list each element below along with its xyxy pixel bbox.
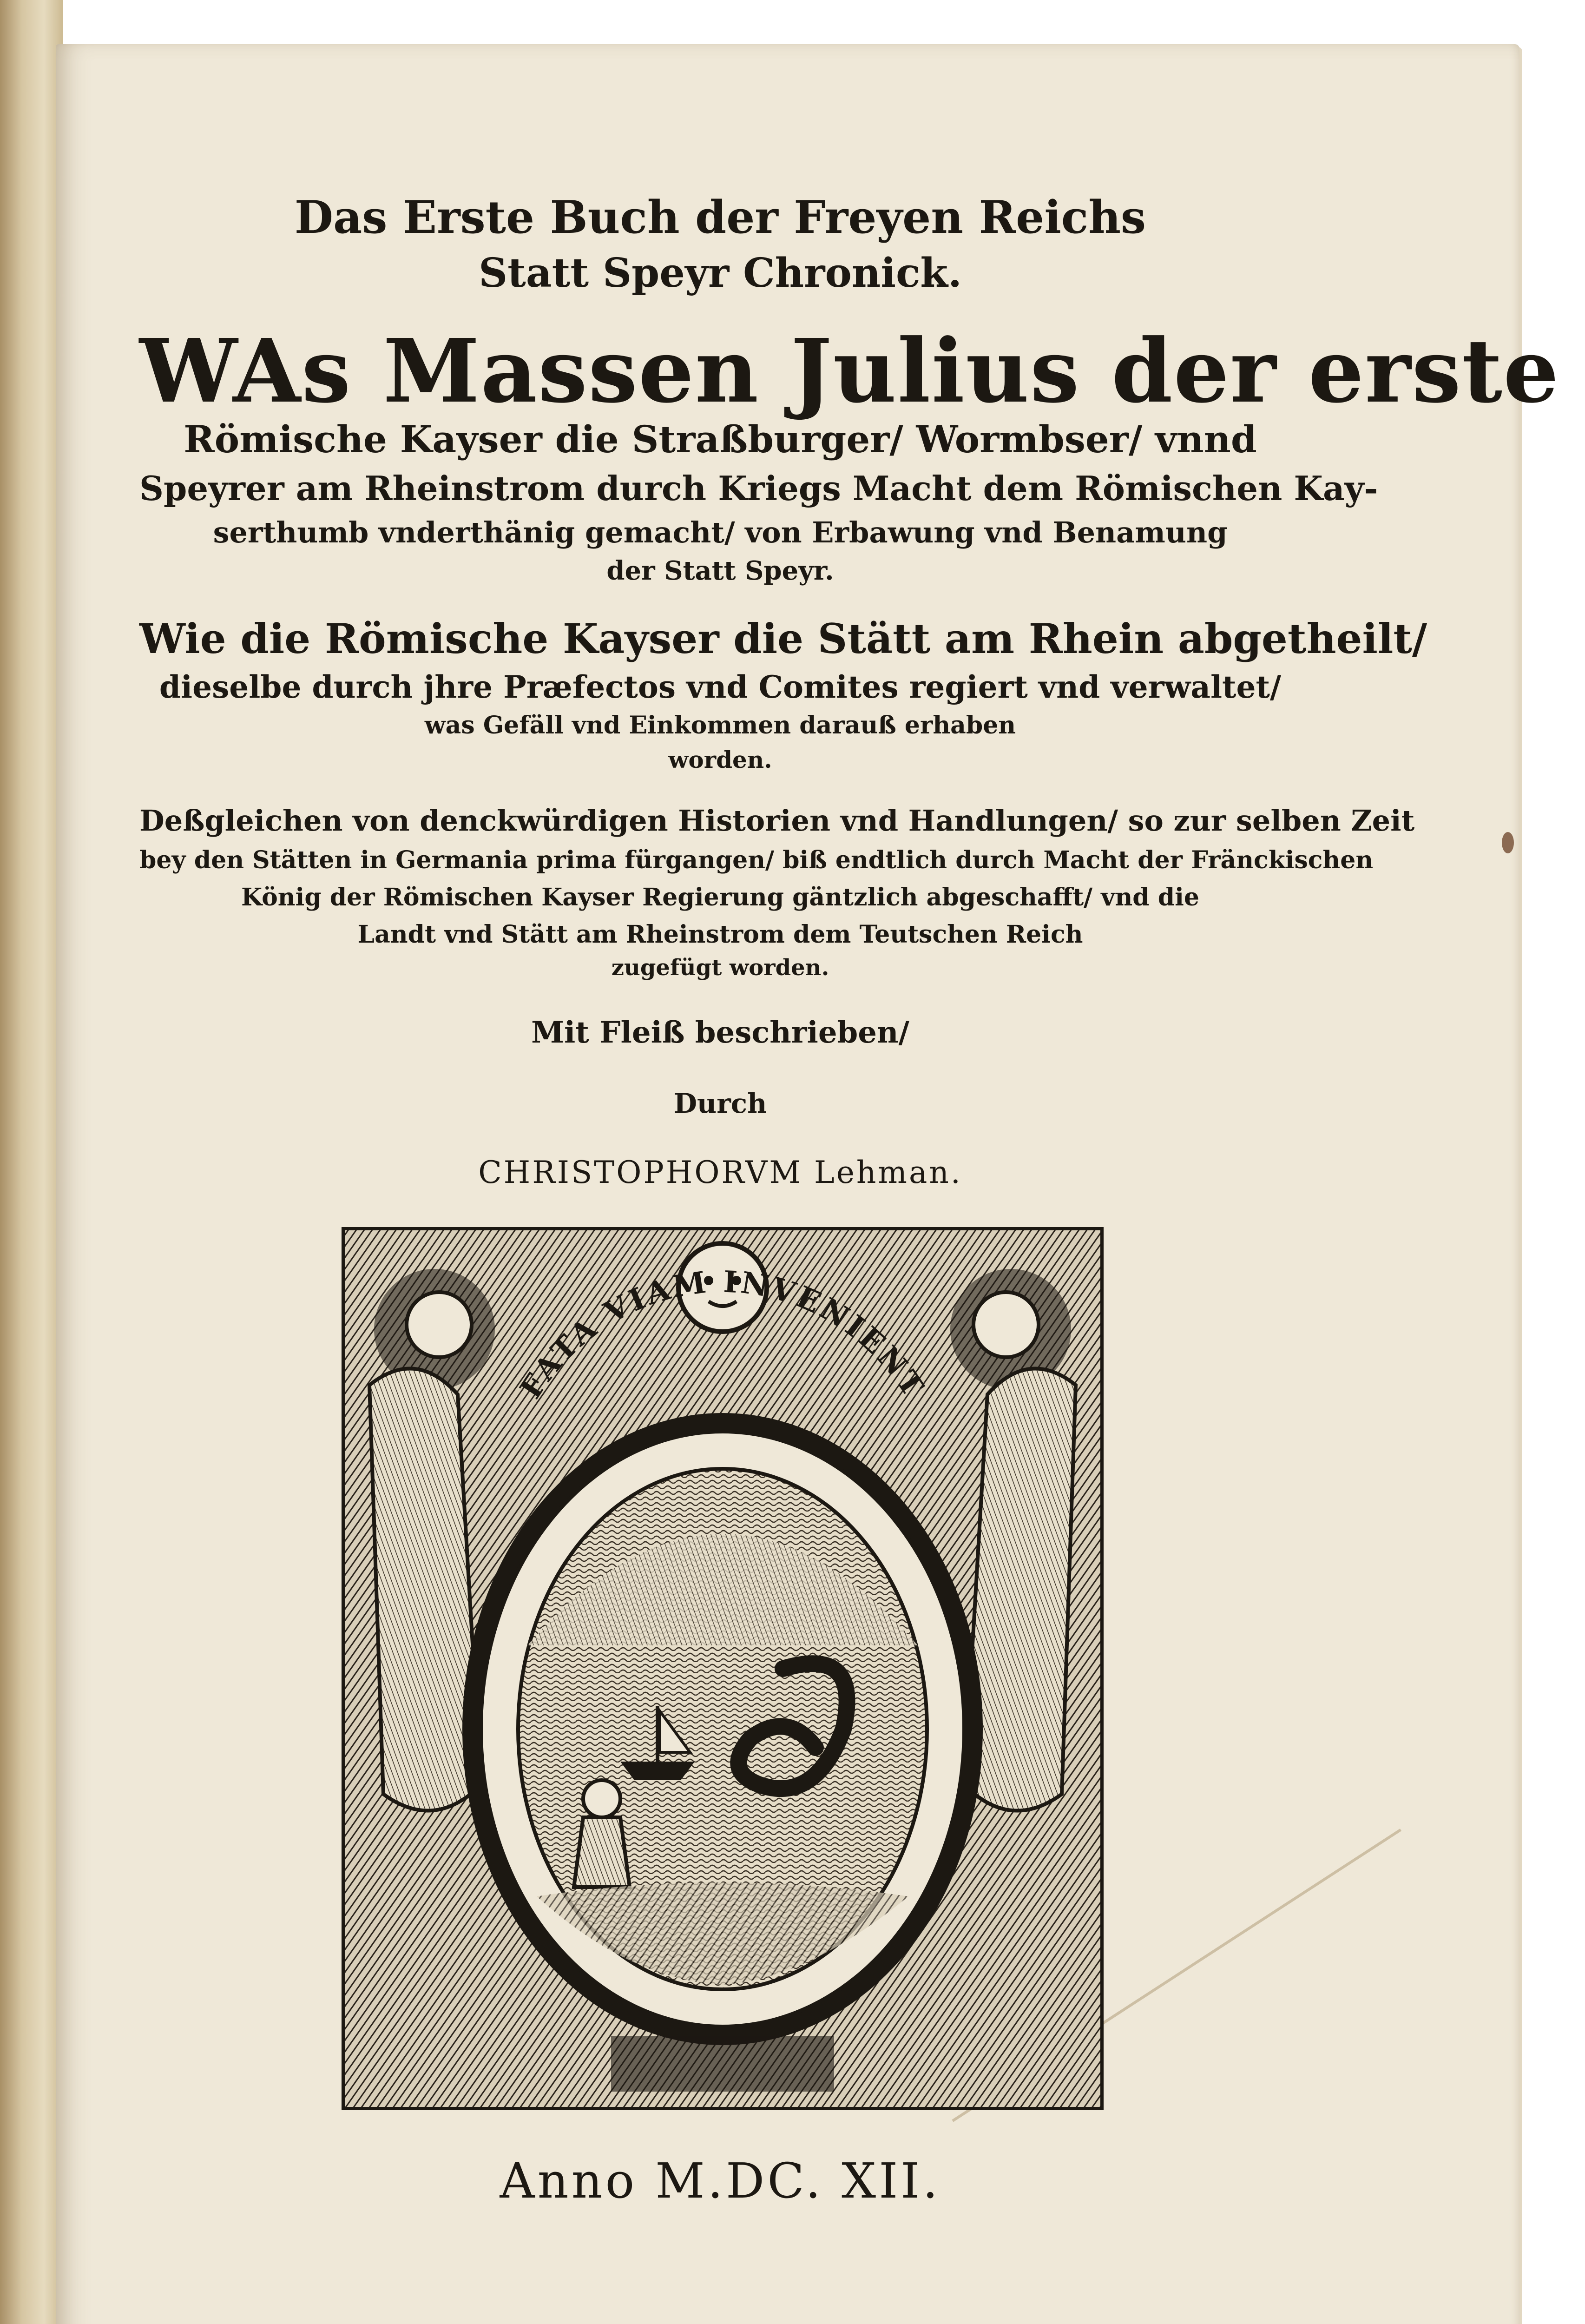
second-paragraph-line: dieselbe durch jhre Præfectos vnd Comites regiert vnd verwaltet/: [159, 669, 1282, 705]
figure-head: [407, 1292, 472, 1357]
book-heading: Das Erste Buch der Freyen Reichs: [294, 191, 1146, 244]
written-by-line: Mit Fleiß beschrieben/: [531, 1015, 909, 1050]
kneeling-man-body: [574, 1817, 630, 1887]
third-paragraph-line: Deßgleichen von denckwürdigen Historien vnd Handlungen/ so zur selben Zeit: [139, 804, 1415, 838]
book-subheading: Statt Speyr Chronick.: [479, 250, 962, 297]
device-motto: FATA VIAM INVENIENT: [513, 1264, 932, 1405]
by-line: Durch: [673, 1088, 767, 1119]
title-text-line: der Statt Speyr.: [606, 555, 834, 586]
main-title: WAs Massen Julius der erste: [139, 320, 1560, 423]
kneeling-man-head: [583, 1780, 620, 1817]
second-paragraph-line: Wie die Römische Kayser die Stätt am Rhein abgetheilt/: [139, 614, 1427, 663]
printers-device-woodcut: [342, 1227, 1104, 2110]
second-paragraph-line: worden.: [668, 746, 772, 773]
author-name: CHRISTOPHORVM Lehman.: [478, 1155, 962, 1190]
book-spine: [0, 0, 63, 2324]
title-text-line: Speyrer am Rheinstrom durch Kriegs Macht dem Römischen Kay-: [139, 469, 1378, 508]
third-paragraph-line: bey den Stätten in Germania prima fürgangen/ biß endtlich durch Macht der Fränckischen: [139, 846, 1374, 874]
third-paragraph-line: zugefügt worden.: [611, 955, 829, 981]
title-text-line: Römische Kayser die Straßburger/ Wormbser/ vnnd: [184, 417, 1257, 461]
figure-head: [973, 1292, 1039, 1357]
ornament: [611, 2036, 834, 2092]
third-paragraph-line: Landt vnd Stätt am Rheinstrom dem Teutschen Reich: [357, 920, 1083, 949]
second-paragraph-line: was Gefäll vnd Einkommen darauß erhaben: [424, 711, 1016, 739]
imprint-year: Anno M.DC. XII.: [500, 2152, 941, 2209]
title-text-line: serthumb vnderthänig gemacht/ von Erbawung vnd Benamung: [213, 515, 1228, 549]
third-paragraph-line: König der Römischen Kayser Regierung gäntzlich abgeschafft/ vnd die: [241, 883, 1199, 911]
paper-stain: [1502, 832, 1514, 853]
